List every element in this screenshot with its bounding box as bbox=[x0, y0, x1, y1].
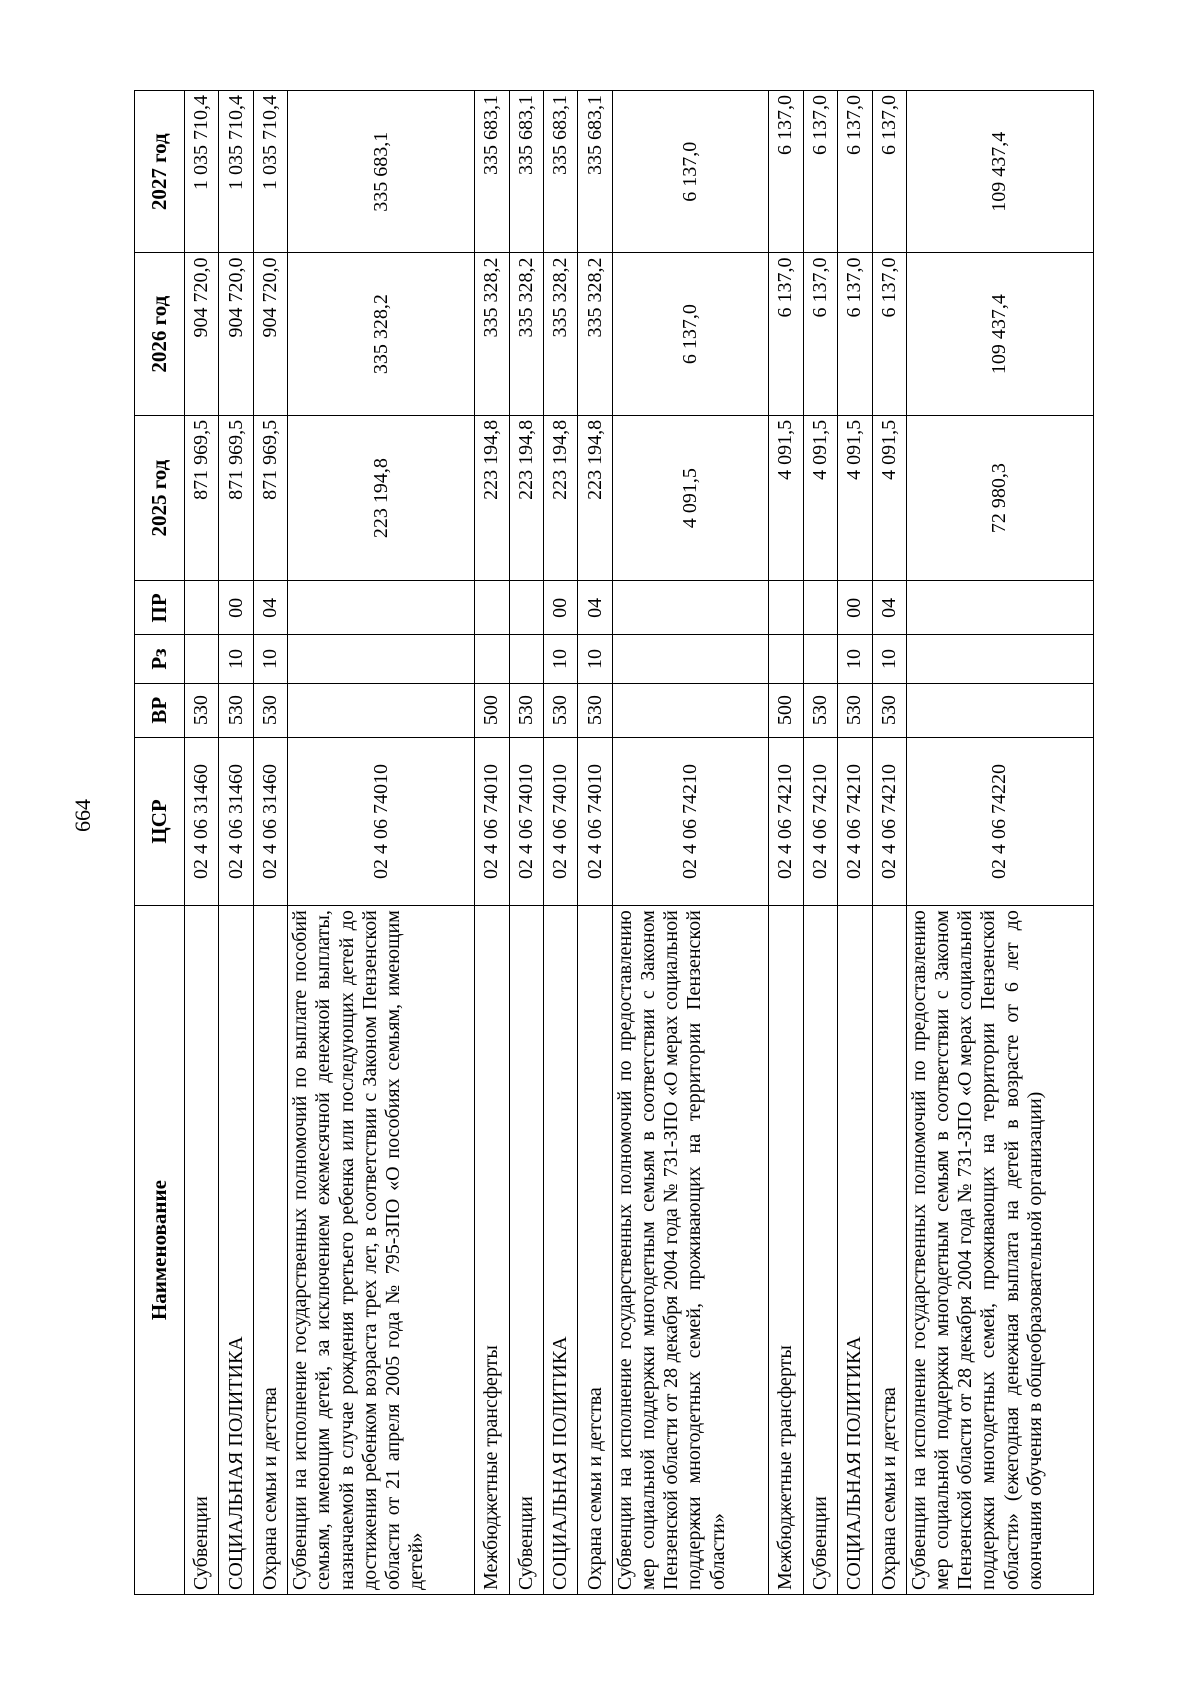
row-2025: 871 969,5 bbox=[185, 415, 219, 580]
header-vr: ВР bbox=[135, 683, 185, 737]
header-2026: 2026 год bbox=[135, 253, 185, 415]
row-2025: 4 091,5 bbox=[612, 415, 768, 580]
row-csr: 02 4 06 74210 bbox=[803, 737, 837, 905]
row-2027: 335 683,1 bbox=[509, 91, 543, 253]
row-2025: 4 091,5 bbox=[872, 415, 906, 580]
row-csr: 02 4 06 74010 bbox=[475, 737, 509, 905]
row-pr bbox=[803, 581, 837, 635]
row-name: Субвенции на исполнение государственных полномочий по предоставлению мер социальной поддержки многодетным семьям в соответствии с Законом Пензенской области от 28 декабря 2004 года № 731-ЗПО «О мерах социальной поддержки многодетных семей, проживающих на территории Пензенской области» bbox=[612, 906, 768, 1595]
row-pr bbox=[509, 581, 543, 635]
row-pr: 04 bbox=[253, 581, 287, 635]
row-csr: 02 4 06 74220 bbox=[906, 737, 1093, 905]
row-2027: 335 683,1 bbox=[288, 91, 475, 253]
table-body bbox=[185, 91, 1094, 1595]
row-2026: 335 328,2 bbox=[544, 253, 578, 415]
row-rz: 10 bbox=[838, 635, 872, 683]
row-name: Субвенции на исполнение государственных полномочий по выплате пособий семьям, имеющим детей, за исключением ежемесячной денежной выплаты, назначаемой в случае рождения третьего ребенка или последующих детей до достижения ребенком возраста трех лет, в соответствии с Законом Пензенской области от 21 апреля 2005 года № 795-ЗПО «О пособиях семьям, имеющим детей» bbox=[288, 906, 475, 1595]
row-2027: 109 437,4 bbox=[906, 91, 1093, 253]
table-row bbox=[803, 91, 837, 1595]
row-2025: 223 194,8 bbox=[544, 415, 578, 580]
row-2027: 1 035 710,4 bbox=[253, 91, 287, 253]
row-rz: 10 bbox=[872, 635, 906, 683]
table-row bbox=[288, 91, 475, 1595]
row-2025: 223 194,8 bbox=[288, 415, 475, 580]
row-rz bbox=[803, 635, 837, 683]
row-2027: 6 137,0 bbox=[803, 91, 837, 253]
header-rz: Рз bbox=[135, 635, 185, 683]
row-2027: 1 035 710,4 bbox=[219, 91, 253, 253]
row-rz: 10 bbox=[578, 635, 612, 683]
row-2025: 4 091,5 bbox=[838, 415, 872, 580]
row-2026: 6 137,0 bbox=[803, 253, 837, 415]
row-csr: 02 4 06 74210 bbox=[612, 737, 768, 905]
row-csr: 02 4 06 74010 bbox=[578, 737, 612, 905]
row-2027: 1 035 710,4 bbox=[185, 91, 219, 253]
row-csr: 02 4 06 31460 bbox=[253, 737, 287, 905]
table-row bbox=[219, 91, 253, 1595]
row-2027: 6 137,0 bbox=[612, 91, 768, 253]
row-rz: 10 bbox=[544, 635, 578, 683]
row-2026: 904 720,0 bbox=[253, 253, 287, 415]
row-2026: 6 137,0 bbox=[838, 253, 872, 415]
row-csr: 02 4 06 31460 bbox=[219, 737, 253, 905]
row-pr: 00 bbox=[544, 581, 578, 635]
header-csr: ЦСР bbox=[135, 737, 185, 905]
row-vr: 530 bbox=[185, 683, 219, 737]
row-rz bbox=[769, 635, 803, 683]
budget-table-container bbox=[134, 90, 1094, 1595]
header-name: Наименование bbox=[135, 906, 185, 1595]
row-2025: 4 091,5 bbox=[769, 415, 803, 580]
row-pr bbox=[185, 581, 219, 635]
row-pr bbox=[769, 581, 803, 635]
row-2027: 335 683,1 bbox=[544, 91, 578, 253]
row-rz: 10 bbox=[253, 635, 287, 683]
row-name: Субвенции bbox=[185, 906, 219, 1595]
row-2027: 6 137,0 bbox=[769, 91, 803, 253]
row-vr: 530 bbox=[803, 683, 837, 737]
row-vr: 530 bbox=[219, 683, 253, 737]
row-vr bbox=[906, 683, 1093, 737]
table-header-row bbox=[135, 91, 185, 1595]
budget-table bbox=[134, 90, 1094, 1595]
row-pr: 00 bbox=[219, 581, 253, 635]
row-csr: 02 4 06 74210 bbox=[838, 737, 872, 905]
row-vr bbox=[288, 683, 475, 737]
row-csr: 02 4 06 74010 bbox=[288, 737, 475, 905]
row-2026: 904 720,0 bbox=[219, 253, 253, 415]
row-vr: 530 bbox=[872, 683, 906, 737]
row-pr: 04 bbox=[872, 581, 906, 635]
row-2025: 871 969,5 bbox=[219, 415, 253, 580]
row-name: Охрана семьи и детства bbox=[578, 906, 612, 1595]
row-rz bbox=[509, 635, 543, 683]
row-pr bbox=[288, 581, 475, 635]
row-name: СОЦИАЛЬНАЯ ПОЛИТИКА bbox=[219, 906, 253, 1595]
row-name: Межбюджетные трансферты bbox=[769, 906, 803, 1595]
row-pr: 04 bbox=[578, 581, 612, 635]
row-2027: 6 137,0 bbox=[838, 91, 872, 253]
row-pr: 00 bbox=[838, 581, 872, 635]
row-name: Субвенции на исполнение государственных полномочий по предоставлению мер социальной поддержки многодетным семьям в соответствии с Законом Пензенской области от 28 декабря 2004 года № 731-ЗПО «О мерах социальной поддержки многодетных семей, проживающих на территории Пензенской области» (ежегодная денежная выплата на детей в возрасте от 6 лет до окончания обучения в общеобразовательной организации) bbox=[906, 906, 1093, 1595]
row-2026: 109 437,4 bbox=[906, 253, 1093, 415]
row-2027: 6 137,0 bbox=[872, 91, 906, 253]
row-vr: 530 bbox=[544, 683, 578, 737]
row-2026: 335 328,2 bbox=[288, 253, 475, 415]
row-pr bbox=[906, 581, 1093, 635]
header-pr: ПР bbox=[135, 581, 185, 635]
row-pr bbox=[475, 581, 509, 635]
row-2026: 335 328,2 bbox=[509, 253, 543, 415]
row-2026: 335 328,2 bbox=[475, 253, 509, 415]
row-2027: 335 683,1 bbox=[475, 91, 509, 253]
row-csr: 02 4 06 74210 bbox=[872, 737, 906, 905]
table-row bbox=[906, 91, 1093, 1595]
row-2026: 6 137,0 bbox=[769, 253, 803, 415]
header-2025: 2025 год bbox=[135, 415, 185, 580]
row-2027: 335 683,1 bbox=[578, 91, 612, 253]
table-row bbox=[544, 91, 578, 1595]
row-name: Охрана семьи и детства bbox=[872, 906, 906, 1595]
table-row bbox=[185, 91, 219, 1595]
page-number: 664 bbox=[70, 799, 95, 832]
table-row bbox=[253, 91, 287, 1595]
row-vr: 530 bbox=[578, 683, 612, 737]
table-row bbox=[872, 91, 906, 1595]
row-name: Субвенции bbox=[803, 906, 837, 1595]
row-csr: 02 4 06 74210 bbox=[769, 737, 803, 905]
row-name: Субвенции bbox=[509, 906, 543, 1595]
row-vr bbox=[612, 683, 768, 737]
row-rz bbox=[612, 635, 768, 683]
row-rz: 10 bbox=[219, 635, 253, 683]
row-csr: 02 4 06 74010 bbox=[544, 737, 578, 905]
row-name: Охрана семьи и детства bbox=[253, 906, 287, 1595]
row-2025: 223 194,8 bbox=[578, 415, 612, 580]
row-2026: 904 720,0 bbox=[185, 253, 219, 415]
table-row bbox=[769, 91, 803, 1595]
row-name: СОЦИАЛЬНАЯ ПОЛИТИКА bbox=[838, 906, 872, 1595]
row-rz bbox=[185, 635, 219, 683]
table-row bbox=[475, 91, 509, 1595]
table-row bbox=[509, 91, 543, 1595]
row-rz bbox=[906, 635, 1093, 683]
row-2025: 871 969,5 bbox=[253, 415, 287, 580]
table-row bbox=[612, 91, 768, 1595]
header-2027: 2027 год bbox=[135, 91, 185, 253]
row-rz bbox=[288, 635, 475, 683]
row-name: Межбюджетные трансферты bbox=[475, 906, 509, 1595]
row-vr: 500 bbox=[475, 683, 509, 737]
row-vr: 530 bbox=[838, 683, 872, 737]
row-vr: 500 bbox=[769, 683, 803, 737]
row-rz bbox=[475, 635, 509, 683]
row-name: СОЦИАЛЬНАЯ ПОЛИТИКА bbox=[544, 906, 578, 1595]
row-2025: 223 194,8 bbox=[509, 415, 543, 580]
table-row bbox=[838, 91, 872, 1595]
row-vr: 530 bbox=[509, 683, 543, 737]
row-pr bbox=[612, 581, 768, 635]
row-vr: 530 bbox=[253, 683, 287, 737]
row-2025: 4 091,5 bbox=[803, 415, 837, 580]
row-csr: 02 4 06 74010 bbox=[509, 737, 543, 905]
row-2025: 223 194,8 bbox=[475, 415, 509, 580]
row-csr: 02 4 06 31460 bbox=[185, 737, 219, 905]
row-2026: 335 328,2 bbox=[578, 253, 612, 415]
table-row bbox=[578, 91, 612, 1595]
row-2026: 6 137,0 bbox=[872, 253, 906, 415]
row-2025: 72 980,3 bbox=[906, 415, 1093, 580]
row-2026: 6 137,0 bbox=[612, 253, 768, 415]
